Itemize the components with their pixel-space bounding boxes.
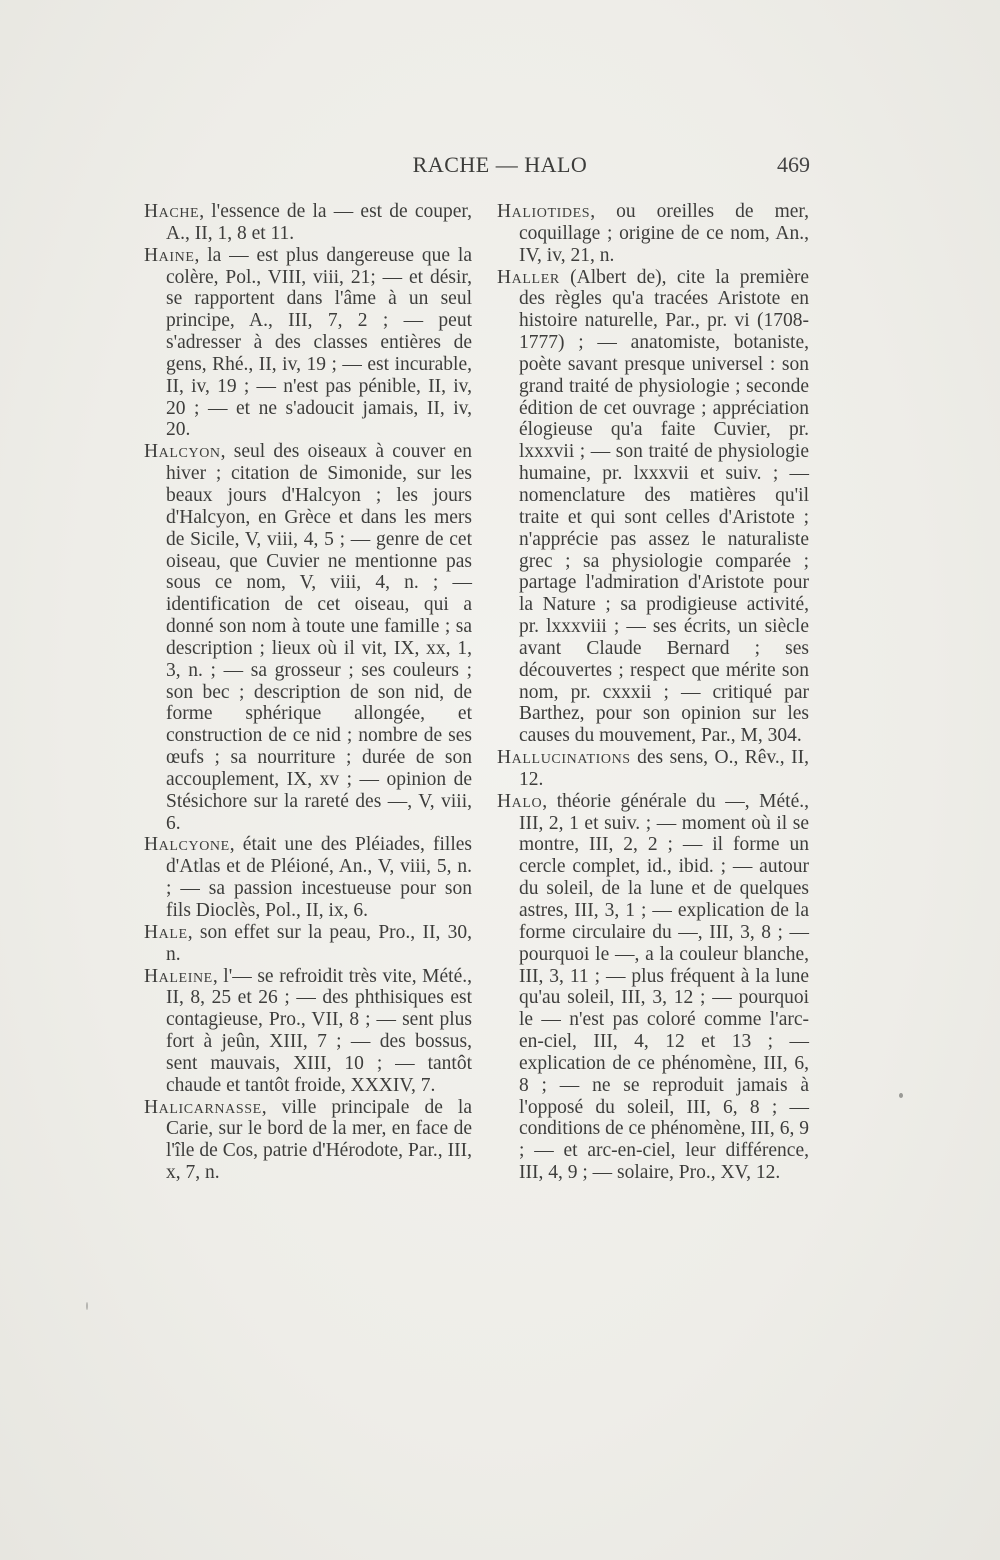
index-entry-haine <box>144 245 472 442</box>
entry-text: , l'— se refroidit très vite, Mété., II, 8, 25 et 26 ; — des phthisiques est contagieuse, Pro., VII, 8 ; — sent plus fort à jeûn, XIII, 7 ; — des bossus, sent mauvais, XIII, 10 ; — tantôt chaude et tantôt froide, XXXIV, 7. <box>166 965 472 1096</box>
entry-text: , ou oreilles de mer, coquillage ; origine de ce nom, An., IV, iv, 21, n. <box>519 201 809 266</box>
entry-headword: Haller <box>497 266 560 288</box>
index-entry-hache <box>144 201 472 245</box>
entry-headword: Haine <box>144 244 195 266</box>
entry-text: , ville principale de la Carie, sur le bord de la mer, en face de l'île de Cos, patrie d'Hérodote, Par., III, x, 7, n. <box>166 1096 472 1184</box>
entry-text: , la — est plus dangereuse que la colère, Pol., VIII, viii, 21; — et désir, se rapportent dans l'âme à un seul principe, A., III, 7, 2 ; — peut s'adresser à des classes entières de gens, Rhé., II, iv, 19 ; — est incurable, II, iv, 19 ; — n'est pas pénible, II, iv, 20 ; — et ne s'adoucit jamais, II, iv, 20. <box>166 244 472 441</box>
index-entry-haller <box>497 267 809 748</box>
running-title: RACHE — HALO <box>412 152 588 177</box>
entry-text: , seul des oiseaux à couver en hiver ; citation de Simonide, sur les beaux jours d'Halcyon ; les jours d'Halcyon, en Grèce et dans les mers de Sicile, V, viii, 4, 5 ; — genre de cet oiseau, que Cuvier ne mentionne pas sous ce nom, V, viii, 4, n. ; — identification de cet oiseau, qui a donné son nom à toute une famille ; sa description ; lieux où il vit, IX, xx, 1, 3, n. ; — sa grosseur ; ses couleurs ; son bec ; description de son nid, de forme sphérique allongée, et construction de ce nid ; nombre de ses œufs ; sa nourriture ; durée de son accouplement, IX, xv ; — opinion de Stésichore sur la rareté des —, V, viii, 6. <box>166 441 472 834</box>
entry-headword: Haliotides <box>497 201 591 222</box>
entry-headword: Halicarnasse <box>144 1096 262 1118</box>
index-entry-halcyone <box>144 834 472 921</box>
entry-headword: Hallucinations <box>497 747 631 769</box>
scan-speck <box>86 1302 88 1310</box>
scan-speck <box>899 1093 903 1098</box>
running-head <box>0 152 1000 188</box>
index-entry-halo <box>497 791 809 1184</box>
entry-text: , théorie générale du —, Mété., III, 2, 1 et suiv. ; — moment où il se montre, III, 2, 2 ; — il forme un cercle complet, id., ibid. ; — autour du soleil, de la lune et de quelques astres, III, 3, 1 ; — explication de la forme circulaire du —, III, 3, 8 ; — pourquoi le —, a la couleur blanche, III, 3, 11 ; — plus fréquent à la lune qu'au soleil, III, 3, 12 ; — pourquoi le — n'est pas coloré comme l'arc-en-ciel, III, 4, 12 et 13 ; — explication de ce phénomène, III, 6, 8 ; — ne se reproduit jamais à l'opposé du soleil, III, 6, 8 ; — conditions de ce phénomène, III, 6, 9 ; — et arc-en-ciel, leur différence, III, 4, 9 ; — solaire, Pro., XV, 12. <box>519 790 809 1184</box>
entry-text: (Albert de), cite la première des règles qu'a tracées Aristote en histoire naturelle, Par., pr. vi (1708-1777) ; — anatomiste, botaniste, poète savant presque universel : son grand traité de physiologie ; seconde édition de cet ouvrage ; appréciation élogieuse qu'a faite Cuvier, pr. lxxxvii ; — son traité de physiologie humaine, pr. lxxxvii et suiv. ; — nomenclature des matières qu'il traite et qui sont celles d'Aristote ; n'apprécie pas assez le naturaliste grec ; sa physiologie comparée ; partage l'admiration d'Aristote pour la Nature ; sa prodigieuse activité, pr. lxxxviii ; — ses écrits, un siècle avant Claude Bernard ; ses découvertes ; respect que mérite son nom, pr. cxxxii ; — critiqué par Barthez, pour son opinion sur les causes du mouvement, Par., M, 304. <box>519 266 809 747</box>
entry-headword: Halcyon <box>144 441 221 463</box>
entry-text: , était une des Pléiades, filles d'Atlas et de Pléioné, An., V, viii, 5, n. ; — sa passion incestueuse pour son fils Dioclès, Pol., II, ix, 6. <box>166 834 472 921</box>
left-column <box>144 201 472 1184</box>
index-entry-halcyon <box>144 441 472 834</box>
entry-headword: Hache <box>144 201 200 222</box>
entry-headword: Halcyone <box>144 834 230 856</box>
entry-headword: Hale <box>144 921 188 943</box>
entry-text: , l'essence de la — est de couper, A., II, 1, 8 et 11. <box>166 201 472 244</box>
entry-headword: Halo <box>497 790 543 812</box>
index-entry-haleine <box>144 966 472 1097</box>
index-entry-hallucinations <box>497 747 809 791</box>
entry-headword: Haleine <box>144 965 213 987</box>
index-entry-hale <box>144 922 472 966</box>
page-number: 469 <box>777 152 810 177</box>
index-entry-haliotides <box>497 201 809 267</box>
entry-text: des sens, O., Rêv., II, 12. <box>519 747 809 790</box>
entry-text: , son effet sur la peau, Pro., II, 30, n. <box>166 921 472 965</box>
right-column <box>497 201 809 1184</box>
index-entry-halicarnasse <box>144 1097 472 1184</box>
